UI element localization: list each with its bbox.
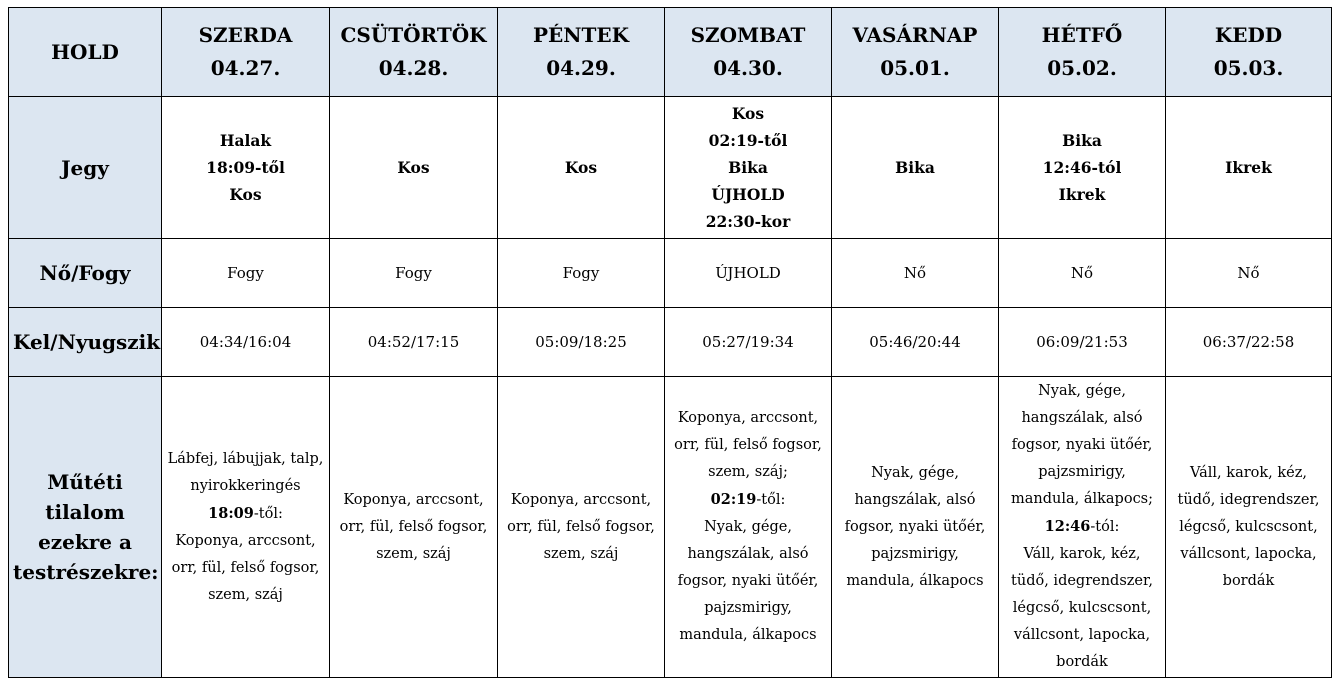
forbid-line (836, 541, 994, 568)
sign-line: Ikrek (1225, 158, 1272, 177)
forbid-line (502, 541, 660, 568)
forbid-line (669, 568, 827, 595)
forbid-text: hangszálak, alsó (854, 491, 976, 508)
forbid-text: -tól: (1090, 519, 1120, 535)
sign-line: Kos (229, 185, 262, 204)
forbid-line (1170, 541, 1327, 568)
riseset-row (9, 308, 1332, 377)
sign-line: 02:19-től (708, 131, 788, 150)
phase-cell: Fogy (498, 239, 665, 308)
forbid-line (1003, 541, 1161, 568)
sign-line: ÚJHOLD (711, 185, 785, 204)
forbid-line (836, 487, 994, 514)
forbid-text: Koponya, arccsont, (677, 410, 819, 426)
day-date: 05.02. (1047, 56, 1117, 80)
forbid-line (502, 514, 660, 541)
sign-line: Kos (397, 158, 430, 177)
day-header-cell (665, 8, 832, 97)
forbid-text: Koponya, arccsont, (175, 532, 316, 549)
forbid-text: Lábfej, lábujjak, talp, (167, 450, 324, 467)
sign-line: 12:46-tól (1042, 158, 1122, 177)
day-date: 04.28. (378, 56, 449, 80)
sign-cell (498, 97, 665, 239)
row-label-phase: Nő/Fogy (9, 239, 162, 308)
forbid-cell (1166, 377, 1332, 678)
row-label-riseset: Kel/Nyugszik (9, 308, 162, 377)
forbid-cell (162, 377, 330, 678)
forbid-line (836, 514, 994, 541)
forbid-cell (832, 377, 999, 678)
header-row (9, 8, 1332, 97)
day-name: PÉNTEK (532, 23, 630, 47)
forbid-text: Nyak, gége, (1038, 383, 1126, 399)
forbid-text: szem, száj (208, 586, 283, 603)
sign-line: Bika (1062, 131, 1102, 150)
forbid-line (669, 486, 827, 514)
forbid-line (669, 459, 827, 486)
forbid-text: pajzsmirigy, (1038, 464, 1126, 480)
forbid-time: 18:09 (208, 504, 254, 522)
forbid-text: légcső, kulcscsont, (1179, 518, 1318, 535)
forbid-line (1003, 649, 1161, 676)
forbid-line (1003, 432, 1161, 459)
riseset-cell: 05:46/20:44 (832, 308, 999, 377)
forbid-text: bordák (1056, 654, 1108, 670)
sign-cell (330, 97, 498, 239)
forbid-text: mandula, álkapocs (846, 572, 984, 589)
riseset-cell: 04:34/16:04 (162, 308, 330, 377)
sign-cell (665, 97, 832, 239)
corner-hold-label: HOLD (9, 8, 162, 97)
forbid-text: orr, fül, felső fogsor, (674, 437, 822, 453)
forbid-line (1003, 513, 1161, 541)
forbid-cell (330, 377, 498, 678)
forbid-text: orr, fül, felső fogsor, (507, 518, 655, 535)
forbid-text: -től: (253, 505, 283, 522)
forbid-line (1003, 486, 1161, 513)
forbid-line (166, 528, 325, 555)
forbid-line (1003, 378, 1161, 405)
forbid-text: pajzsmirigy, (704, 600, 792, 616)
forbid-line (669, 405, 827, 432)
forbid-text: Váll, karok, kéz, (1190, 464, 1307, 481)
phase-cell: Fogy (162, 239, 330, 308)
forbid-text: fogsor, nyaki ütőér, (677, 573, 819, 589)
forbid-text: Koponya, arccsont, (343, 491, 484, 508)
sign-line: Bika (728, 158, 768, 177)
forbid-text: fogsor, nyaki ütőér, (1011, 437, 1153, 453)
forbid-line (166, 500, 325, 528)
forbid-text: szem, száj; (708, 464, 788, 480)
forbid-cell (999, 377, 1166, 678)
day-date: 05.03. (1213, 56, 1284, 80)
riseset-cell: 05:09/18:25 (498, 308, 665, 377)
sign-line: Ikrek (1058, 185, 1106, 204)
forbid-line (1003, 405, 1161, 432)
forbid-line (1003, 622, 1161, 649)
day-header-cell (832, 8, 999, 97)
phase-row (9, 239, 1332, 308)
forbid-text: vállcsont, lapocka, (1013, 627, 1151, 643)
sign-line: Halak (219, 131, 272, 150)
forbid-line (1003, 459, 1161, 486)
forbid-line (334, 514, 493, 541)
forbid-line (334, 541, 493, 568)
day-header-cell (162, 8, 330, 97)
forbid-line (669, 622, 827, 649)
sign-line: 22:30-kor (705, 212, 791, 231)
riseset-cell: 06:09/21:53 (999, 308, 1166, 377)
sign-line: 18:09-től (206, 158, 285, 177)
sign-row (9, 97, 1332, 239)
forbid-line (166, 555, 325, 582)
forbid-text: mandula, álkapocs; (1010, 491, 1154, 507)
forbid-text: Nyak, gége, (871, 464, 959, 481)
riseset-cell: 04:52/17:15 (330, 308, 498, 377)
sign-line: Kos (564, 158, 598, 177)
forbid-line (334, 487, 493, 514)
forbid-text: bordák (1222, 572, 1275, 589)
day-name: SZERDA (198, 23, 293, 47)
forbid-line (166, 582, 325, 609)
sign-cell (999, 97, 1166, 239)
day-header-cell (999, 8, 1166, 97)
forbid-cell (498, 377, 665, 678)
day-date: 04.30. (713, 56, 783, 80)
sign-line: Kos (731, 104, 765, 123)
forbid-line (669, 514, 827, 541)
riseset-cell: 05:27/19:34 (665, 308, 832, 377)
row-label-forbid (9, 377, 162, 678)
sign-cell (1166, 97, 1332, 239)
day-header-cell (330, 8, 498, 97)
row-label-forbid-line: Műtéti tilalom (45, 470, 125, 524)
day-name: KEDD (1214, 23, 1283, 47)
day-date: 04.27. (210, 56, 281, 80)
moon-calendar-table (8, 7, 1332, 678)
forbid-line (1003, 568, 1161, 595)
phase-cell: Nő (1166, 239, 1332, 308)
forbid-line (1003, 595, 1161, 622)
forbid-text: fogsor, nyaki ütőér, (844, 518, 986, 535)
row-label-forbid-line: testrészekre: (13, 560, 159, 584)
forbid-text: orr, fül, felső fogsor, (339, 518, 488, 535)
forbid-line (166, 473, 325, 500)
sign-cell (162, 97, 330, 239)
row-label-forbid-line: ezekre a (38, 530, 132, 554)
forbid-text: Váll, karok, kéz, (1023, 546, 1141, 562)
forbid-line (836, 568, 994, 595)
forbid-text: -től: (756, 492, 786, 508)
forbid-text: pajzsmirigy, (871, 545, 959, 562)
forbid-time: 12:46 (1044, 518, 1091, 535)
phase-cell: Nő (832, 239, 999, 308)
riseset-cell: 06:37/22:58 (1166, 308, 1332, 377)
day-name: CSÜTÖRTÖK (340, 23, 487, 47)
forbid-text: hangszálak, alsó (687, 546, 809, 562)
day-date: 05.01. (880, 56, 950, 80)
forbid-line (669, 595, 827, 622)
day-name: VASÁRNAP (852, 23, 978, 47)
row-label-sign: Jegy (9, 97, 162, 239)
day-header-cell (498, 8, 665, 97)
forbid-line (1170, 487, 1327, 514)
forbid-text: légcső, kulcscsont, (1012, 600, 1152, 616)
forbid-row (9, 377, 1332, 678)
forbid-line (1170, 568, 1327, 595)
forbid-text: tüdő, idegrendszer, (1011, 573, 1153, 589)
forbid-text: hangszálak, alsó (1021, 410, 1143, 426)
forbid-line (1170, 460, 1327, 487)
day-name: HÉTFŐ (1041, 23, 1123, 47)
phase-cell: Nő (999, 239, 1166, 308)
forbid-text: szem, száj (376, 545, 451, 562)
forbid-text: Nyak, gége, (704, 519, 792, 535)
forbid-cell (665, 377, 832, 678)
forbid-line (166, 446, 325, 473)
forbid-time: 02:19 (710, 491, 757, 508)
forbid-line (669, 432, 827, 459)
forbid-text: nyirokkeringés (190, 477, 301, 494)
forbid-line (502, 487, 660, 514)
forbid-text: orr, fül, felső fogsor, (171, 559, 320, 576)
forbid-text: Koponya, arccsont, (510, 491, 652, 508)
forbid-line (836, 460, 994, 487)
sign-line: Bika (895, 158, 935, 177)
sign-cell (832, 97, 999, 239)
forbid-line (669, 541, 827, 568)
phase-cell: Fogy (330, 239, 498, 308)
forbid-text: tüdő, idegrendszer, (1177, 491, 1320, 508)
forbid-text: mandula, álkapocs (679, 627, 817, 643)
phase-cell: ÚJHOLD (665, 239, 832, 308)
day-name: SZOMBAT (690, 23, 806, 47)
forbid-text: vállcsont, lapocka, (1180, 545, 1317, 562)
forbid-text: szem, száj (543, 545, 619, 562)
day-header-cell (1166, 8, 1332, 97)
forbid-line (1170, 514, 1327, 541)
day-date: 04.29. (546, 56, 616, 80)
